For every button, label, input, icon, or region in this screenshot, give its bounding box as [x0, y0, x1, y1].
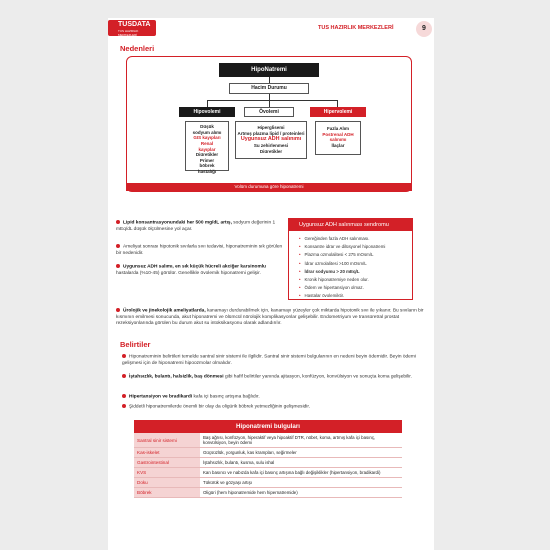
bullet-item: Ameliyat sonrası hipotonik sıvılarla sıvı tedavisi, hiponatreminin sık görülen bir nedenidir.: [116, 244, 283, 256]
row-value: Kan basıncı ve nabızda kafa içi basınç artışına bağlı değişiklikler (hipertansiyon, bradikardi): [200, 468, 402, 478]
header-title: TUS HAZIRLIK MERKEZLERİ: [318, 25, 394, 31]
table-title: Hiponatremi bulguları: [134, 420, 402, 433]
cause-item: kayıplar: [198, 146, 216, 152]
cause-item: hastalığı: [197, 169, 217, 174]
siadh-item: • Ödem ve hipertansiyon olmaz.: [299, 284, 385, 292]
cause-item: Diüretikler: [195, 152, 219, 158]
bullet-item: Uygunsuz ADH salımı, en sık küçük hücreli akciğer karsinomlu hastalarda (%10-45) görülür. Genellikle övolemik hiponatremi gelişir.: [116, 264, 266, 276]
siadh-item: • Konsantre idrar ve dilüsyonel hiponatremi: [299, 243, 385, 251]
connector: [269, 100, 270, 107]
siadh-item: • Hastalar övolemiktir.: [299, 292, 385, 300]
cause-item: Düşük: [200, 124, 214, 129]
document-page: [108, 18, 434, 550]
cause-item: Renal: [200, 140, 214, 146]
cause-item: sodyum alımı: [192, 129, 222, 135]
cause-item: GIS kayıpları: [193, 135, 221, 141]
diagram-ovolemi: Övolemi: [244, 107, 294, 117]
siadh-item: • Gereğinden fazla ADH salınması.: [299, 235, 385, 243]
row-label: Gastrointestinal: [134, 458, 200, 468]
siadh-item: • Plazma ozmolalitesi < 275 mOsm/L: [299, 251, 385, 259]
diagram-hacim: Hacim Durumu: [229, 83, 309, 94]
siadh-item: • İdrar sodyumu > 20 mEq/L: [299, 268, 385, 276]
table-row: [134, 488, 402, 498]
connector: [337, 100, 338, 107]
bullet-item: Ürolojik ve jinekolojik ameliyatlarda, kanamayı durdurabilmek için, kanamayı yüzeyler çok miktarda hipotonik sıvı ile yıkanır. Bu sıvıların bir kısmının emilmesi sonucunda, akut hiponatremi ve ölümcül nörolojik komplikasyonlar gelişebilir. Endometriyum ve transüretral prostat rezeksiyonlarında görülen bu durum akut su intoksikasyonu olarak adlandırılır.: [116, 308, 424, 327]
hyponatremia-diagram: [126, 56, 412, 192]
bullet-item: İştahsızlık, bulantı, halsizlik, baş dönmesi gibi hafif belirtiler yanında ajitasyon, konfüzyon, konvülsiyon ve sonuçta koma gelişebilir.: [122, 374, 426, 381]
section-heading-belirtiler: Belirtiler: [120, 340, 151, 349]
siadh-item: • Kronik hiponatremiye neden olur.: [299, 276, 385, 284]
row-value: Oligüri (hem hiponatremide hem hipernatremide): [200, 488, 402, 498]
section-heading-nedenleri: Nedenleri: [120, 44, 155, 53]
cause-item: Hiperglisemi: [257, 125, 285, 130]
logo-text: TUSDATA: [118, 21, 151, 28]
hipovolemi-causes: [185, 121, 229, 174]
row-label: Doku: [134, 478, 200, 488]
cause-item: Primer: [199, 157, 215, 163]
row-label: Böbrek: [134, 488, 200, 498]
bullet-item: Lipid konsantrasyonundaki her 500 mg/dL artış, sodyum değerinin 1 mEq/dL düşük ölçülmesine yol açar.: [116, 220, 276, 232]
table-row: [134, 478, 402, 488]
page-header: [108, 18, 434, 40]
siadh-item: • İdrar ozmolalitesi >100 mOsm/L: [299, 260, 385, 268]
cause-item: Artmış plazma lipid / proteinleri: [237, 130, 305, 136]
row-value: Tükürük ve gözyaşı artışı: [200, 478, 402, 488]
page-number: 9: [416, 21, 432, 37]
table-row: [134, 468, 402, 478]
siadh-title: Uygunsuz ADH salınması sendromu: [289, 219, 412, 231]
row-label: Santral sinir sistemi: [134, 433, 200, 448]
row-label: Kas-iskelet: [134, 448, 200, 458]
row-value: İştahsızlık, bulantı, kusma, sulu ishal: [200, 458, 402, 468]
diagram-hipervolemi: Hipervolemi: [310, 107, 366, 117]
logo-subtext: TUS HAZIRLIK MERKEZLERİ: [118, 29, 139, 37]
table-row: [134, 433, 402, 448]
table-row: [134, 448, 402, 458]
table-row: [134, 458, 402, 468]
cause-item: salınımı: [329, 137, 347, 143]
bullet-item: Hiponatreminin belirtileri temelde santral sinir sistemi ile ilgilidir. Santral sinir sistemi bulgularının en nedeni beyin ödemidir. Beyin ödemi gelişmesi için de hiponatremi hipoozmolar olmalıdır.: [122, 354, 416, 366]
connector: [207, 100, 208, 107]
connector: [207, 100, 337, 101]
siadh-list: [299, 235, 385, 301]
row-label: KVS: [134, 468, 200, 478]
hipervolemi-causes: [315, 121, 361, 155]
cause-item: böbrek: [199, 163, 215, 169]
cause-item: İlaçlar: [331, 142, 345, 148]
cause-item: Diüretikler: [259, 148, 283, 154]
cause-item: Uygunsuz ADH salınımı: [240, 136, 302, 143]
cause-item: Postrenal ADH: [322, 131, 354, 137]
diagram-caption: Volüm durumuna göre hiponatremi: [126, 183, 412, 191]
siadh-box: [288, 218, 413, 300]
bullet-item: Şiddetli hiponatremilerde önemli bir olay da oligürik böbrek yetmezliğinin gelişmesidir.: [122, 404, 426, 411]
bullet-item: Hipertansiyon ve bradikardi kafa içi basınç artışına bağlıdır.: [122, 394, 426, 401]
symptoms-table: [134, 420, 402, 498]
tusdata-logo: [108, 20, 156, 36]
cause-item: Su zehirlenmesi: [253, 143, 289, 148]
row-value: Baş ağrısı, konfüzyon, hiperaktif veya hipoaktif DTR, nöbet, koma, artmış kafa içi basınç, konvülsiyon, beyin ödemi: [200, 433, 402, 448]
ovolemi-causes: [235, 121, 307, 159]
diagram-hipovolemi: Hipovolemi: [179, 107, 235, 117]
cause-item: Fazla Alım: [326, 126, 350, 131]
diagram-root: HipoNatremi: [219, 63, 319, 77]
row-value: Güçsüzlük, yorgunluk, kas krampları, seğirmeler: [200, 448, 402, 458]
